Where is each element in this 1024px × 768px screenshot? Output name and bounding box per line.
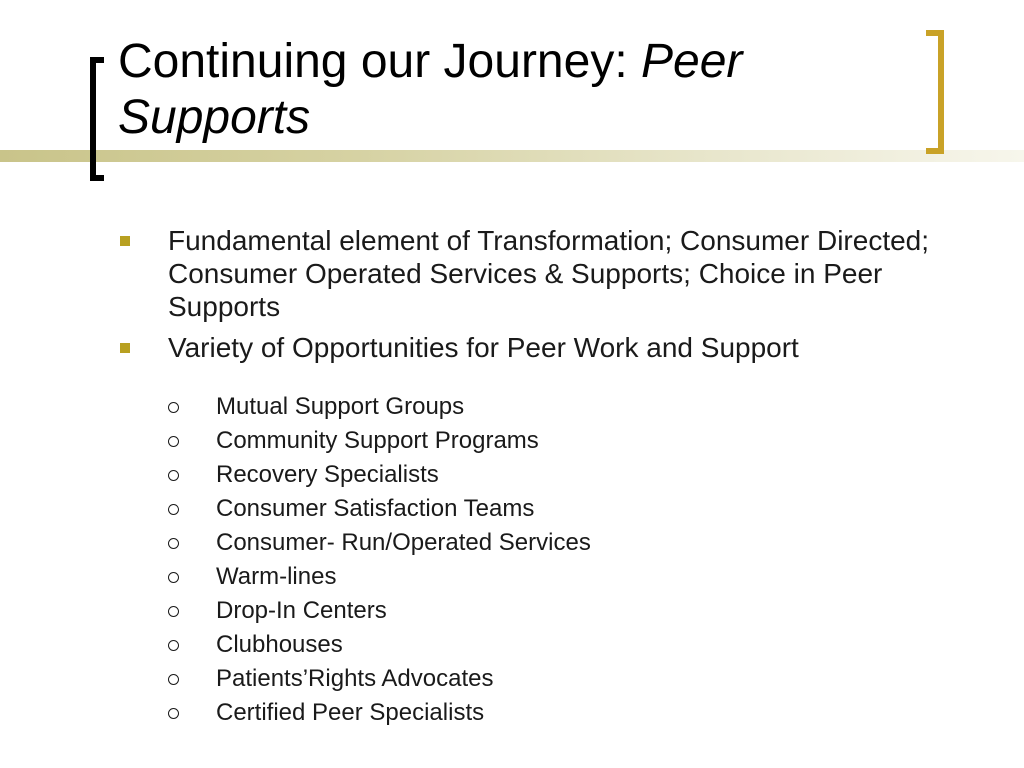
sub-bullet-list	[118, 390, 978, 730]
sub-bullet-item	[118, 526, 978, 560]
sub-bullet-item	[118, 696, 978, 730]
circle-bullet-icon	[168, 436, 179, 447]
circle-bullet-icon	[168, 640, 179, 651]
sub-bullet-text: Consumer Satisfaction Teams	[216, 495, 535, 522]
bullet-item	[118, 224, 968, 323]
sub-bullet-text: Certified Peer Specialists	[216, 699, 485, 726]
sub-bullet-item	[118, 662, 978, 696]
bullet-text: Fundamental element of Transformation; Consumer Directed; Consumer Operated Services & Supports; Choice in Peer Supports	[168, 225, 930, 322]
sub-bullet-item	[118, 492, 978, 526]
decorative-band	[0, 150, 1024, 162]
right-bracket-decoration	[926, 30, 944, 154]
circle-bullet-icon	[168, 538, 179, 549]
sub-bullet-text: Drop-In Centers	[216, 597, 387, 624]
left-bracket-decoration	[90, 57, 104, 181]
sub-bullet-item	[118, 424, 978, 458]
sub-bullet-item	[118, 628, 978, 662]
circle-bullet-icon	[168, 402, 179, 413]
circle-bullet-icon	[168, 504, 179, 515]
circle-bullet-icon	[168, 470, 179, 481]
slide-title	[118, 34, 898, 146]
circle-bullet-icon	[168, 708, 179, 719]
bullet-item	[118, 331, 968, 364]
sub-bullet-text: Consumer- Run/Operated Services	[216, 529, 591, 556]
circle-bullet-icon	[168, 674, 179, 685]
sub-bullet-text: Clubhouses	[216, 631, 343, 658]
sub-bullet-text: Mutual Support Groups	[216, 393, 465, 420]
sub-bullet-item	[118, 458, 978, 492]
slide-body	[118, 224, 978, 730]
circle-bullet-icon	[168, 572, 179, 583]
sub-bullet-text: Community Support Programs	[216, 427, 539, 454]
circle-bullet-icon	[168, 606, 179, 617]
title-regular: Continuing our Journey:	[118, 35, 641, 88]
title-italic-line2: Supports	[118, 91, 311, 144]
sub-bullet-text: Patients’Rights Advocates	[216, 665, 494, 692]
square-bullet-icon	[120, 343, 130, 353]
sub-bullet-item	[118, 594, 978, 628]
sub-bullet-text: Warm-lines	[216, 563, 337, 590]
sub-bullet-item	[118, 390, 978, 424]
sub-bullet-item	[118, 560, 978, 594]
square-bullet-icon	[120, 236, 130, 246]
bullet-text: Variety of Opportunities for Peer Work and Support	[168, 332, 799, 363]
title-italic-line1: Peer	[640, 35, 743, 88]
sub-bullet-text: Recovery Specialists	[216, 461, 439, 488]
